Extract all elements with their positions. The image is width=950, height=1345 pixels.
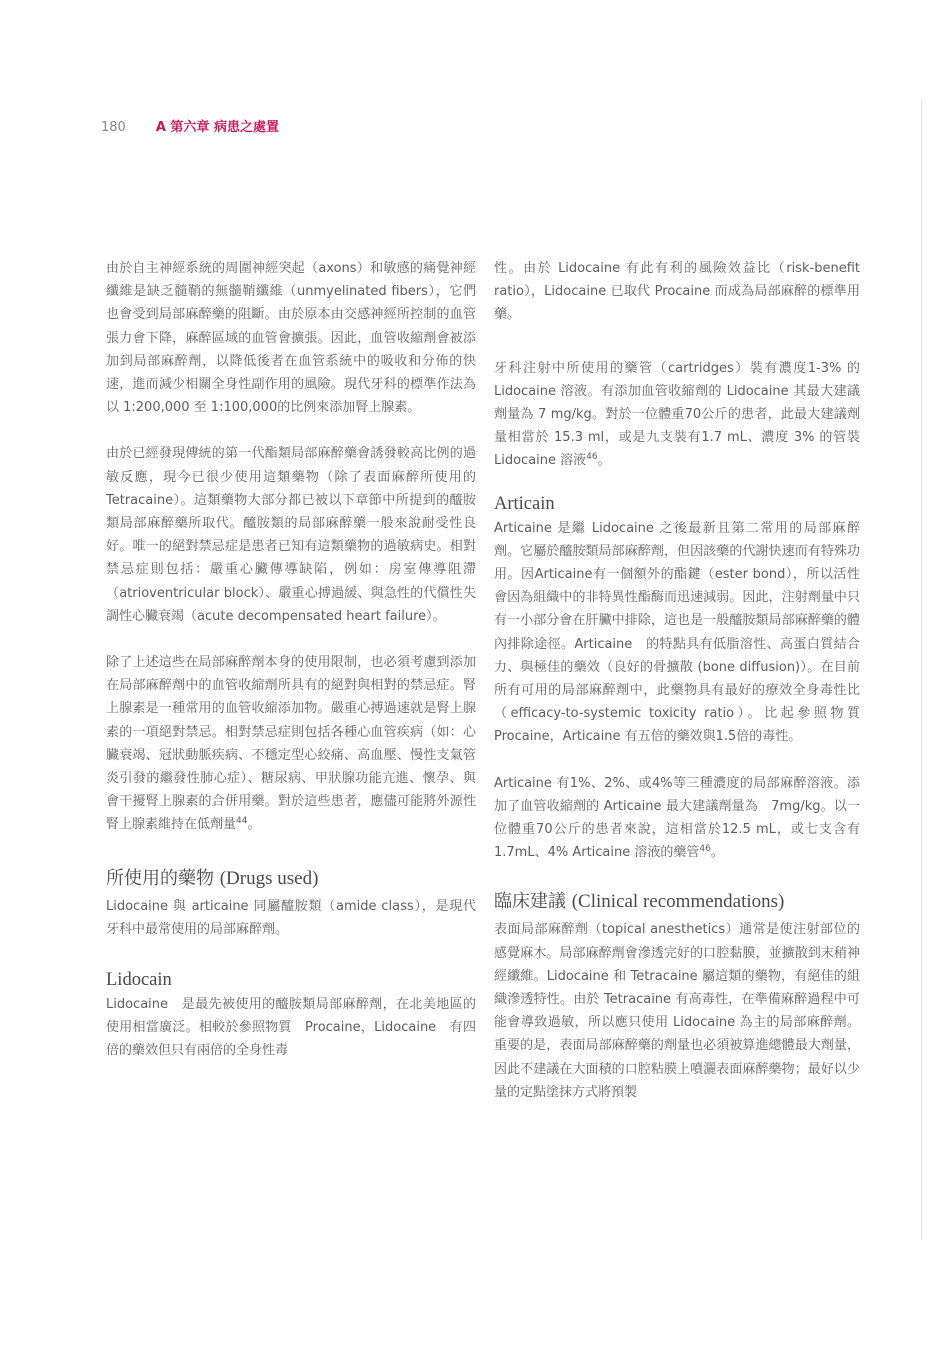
reference-number: 46 <box>586 452 598 463</box>
page-edge-line <box>921 100 922 1240</box>
left-column <box>106 257 476 1063</box>
heading-clinical-recommendations <box>494 888 860 916</box>
heading-en: (Clinical recommendations) <box>571 891 785 913</box>
paragraph-lidocaine-ratio: 性。由於 Lidocaine 有此有利的風險效益比（risk-benefit ratio），Lidocaine 已取代 Procaine 而成為局部麻醉的標準用藥。 <box>494 261 860 323</box>
heading-drugs-used <box>106 865 476 893</box>
paragraph-articaine: Articaine 是繼 Lidocaine 之後最新且第二常用的局部麻醉劑。它屬於醯胺類局部麻醉劑，但因該藥的代謝快速而有特殊功用。因Articaine有一個額外的酯鍵（ester bond），所以活性會因為組織中的非特異性酯酶而迅速減弱。因此，注射劑量中只有一小部分會在肝臟中排除，這也是一般醯胺類局部麻醉藥的體內排除途徑。Articaine 的特點具有低脂溶性、高蛋白質結合力、與極佳的藥效（良好的骨擴散 (bone diffusion)）。在目前所有可用的局部麻醉劑中，此藥物具有最好的療效全身毒性比（efficacy-to-systemic toxicity ratio）。比起參照物質 Procaine，Articaine 有五倍的藥效與1.5倍的毒性。 <box>494 520 860 745</box>
paragraph-end: 。 <box>710 845 724 861</box>
heading-cn: 臨床建議 <box>494 891 566 913</box>
chapter-title: A 第六章 病患之處置 <box>155 120 279 135</box>
paragraph-ester-allergy: 由於已經發現傳統的第一代酯類局部麻醉藥會誘發較高比例的過敏反應，現今已很少使用這類藥物（除了表面麻醉所使用的Tetracaine）。這類藥物大部分都已被以下章節中所提到的醯胺類局部麻醉藥所取代。醯胺類的局部麻醉藥一般來說耐受性良好。唯一的絕對禁忌症是患者已知有這類藥物的過敏病史。相對禁忌症則包括：嚴重心臟傳導缺陷，例如：房室傳導阻滯（atrioventricular block）、嚴重心搏過緩、與急性的代償性失調性心臟衰竭（acute decompensated heart failure）。 <box>106 446 476 624</box>
paragraph-vasoconstrictor-intro: 由於自主神經系統的周圍神經突起（axons）和敏感的痛覺神經纖維是缺乏髓鞘的無髓鞘纖維（unmyelinated fibers），它們也會受到局部麻醉藥的阻斷。由於原本由交感神經所控制的血管張力會下降，麻醉區域的血管會擴張。因此，血管收縮劑會被添加到局部麻醉劑，以降低後者在血管系統中的吸收和分佈的快速，進而減少相關全身性副作用的風險。現代牙科的標準作法為以 1:200,000 至 1:100,000的比例來添加腎上腺素。 <box>106 261 476 416</box>
paragraph-text: 牙科注射中所使用的藥管（cartridges）裝有濃度1-3% 的 Lidocaine 溶液。有添加血管收縮劑的 Lidocaine 其最大建議劑量為 7 mg/kg。對於一位體重70公斤的患者，此最大建議劑量相當於 15.3 ml，或是九支裝有1.7 mL、濃度 3% 的管裝 Lidocaine 溶液 <box>494 360 860 469</box>
heading-en: (Drugs used) <box>219 867 319 889</box>
paragraph-drugs-used: Lidocaine 與 articaine 同屬醯胺類（amide class），是現代牙科中最常使用的局部麻醉劑。 <box>106 898 476 937</box>
paragraph-lidocain: Lidocaine 是最先被使用的醯胺類局部麻醉劑，在北美地區的使用相當廣泛。相較於參照物質 Procaine，Lidocaine 有四倍的藥效但只有兩倍的全身性毒 <box>106 997 476 1059</box>
page-number: 180 <box>101 120 126 135</box>
paragraph-end: 。 <box>597 453 611 469</box>
heading-cn: 所使用的藥物 <box>106 867 214 889</box>
paragraph-text: 除了上述這些在局部麻醉劑本身的使用限制，也必須考慮到添加在局部麻醉劑中的血管收縮劑所具有的絕對與相對的禁忌症。腎上腺素是一種常用的血管收縮添加物。嚴重心搏過速就是腎上腺素的一項絕對禁忌。相對禁忌症則包括各種心血管疾病（如：心臟衰竭、冠狀動脈疾病、不穩定型心絞痛、高血壓、慢性支氣管炎引發的繼發性肺心症）、糖尿病、甲狀腺功能亢進、懷孕、與會干擾腎上腺素的合併用藥。對於這些患者，應儘可能將外源性腎上腺素維持在低劑量 <box>106 655 476 833</box>
reference-number: 44 <box>236 816 248 827</box>
heading-lidocain: Lidocain <box>106 970 172 991</box>
paragraph-text: Articaine 有1%、2%、或4%等三種濃度的局部麻醉溶液。添加了血管收縮劑的 Articaine 最大建議劑量為 7mg/kg。以一位體重70公斤的患者來說，這相當於12.5 mL，或七支含有1.7mL、4% Articaine 溶液的藥管 <box>494 775 860 861</box>
heading-articain: Articain <box>494 493 555 514</box>
paragraph-topical-anesthetics: 表面局部麻醉劑（topical anesthetics）通常是使注射部位的感覺麻木。局部麻醉劑會滲透完好的口腔黏膜，並擴散到末稍神經纖維。Lidocaine 和 Tetracaine 屬這類的藥物，有絕佳的組織滲透特性。由於 Tetracaine 有高毒性，在準備麻醉過程中可能會導致過敏，所以應只使用 Lidocaine 為主的局部麻醉劑。重要的是，表面局部麻醉藥的劑量也必須被算進總體最大劑量，因此不建議在大面積的口腔粘膜上噴灑表面麻醉藥物；最好以少量的定點塗抹方式將預製 <box>494 922 860 1100</box>
paragraph-end: 。 <box>247 817 261 833</box>
paragraph-cartridges <box>494 357 860 473</box>
reference-number: 46 <box>699 844 711 855</box>
paragraph-articaine-dose <box>494 772 860 865</box>
right-column <box>494 257 860 1104</box>
running-header <box>101 118 279 138</box>
paragraph-contraindications <box>106 651 476 837</box>
